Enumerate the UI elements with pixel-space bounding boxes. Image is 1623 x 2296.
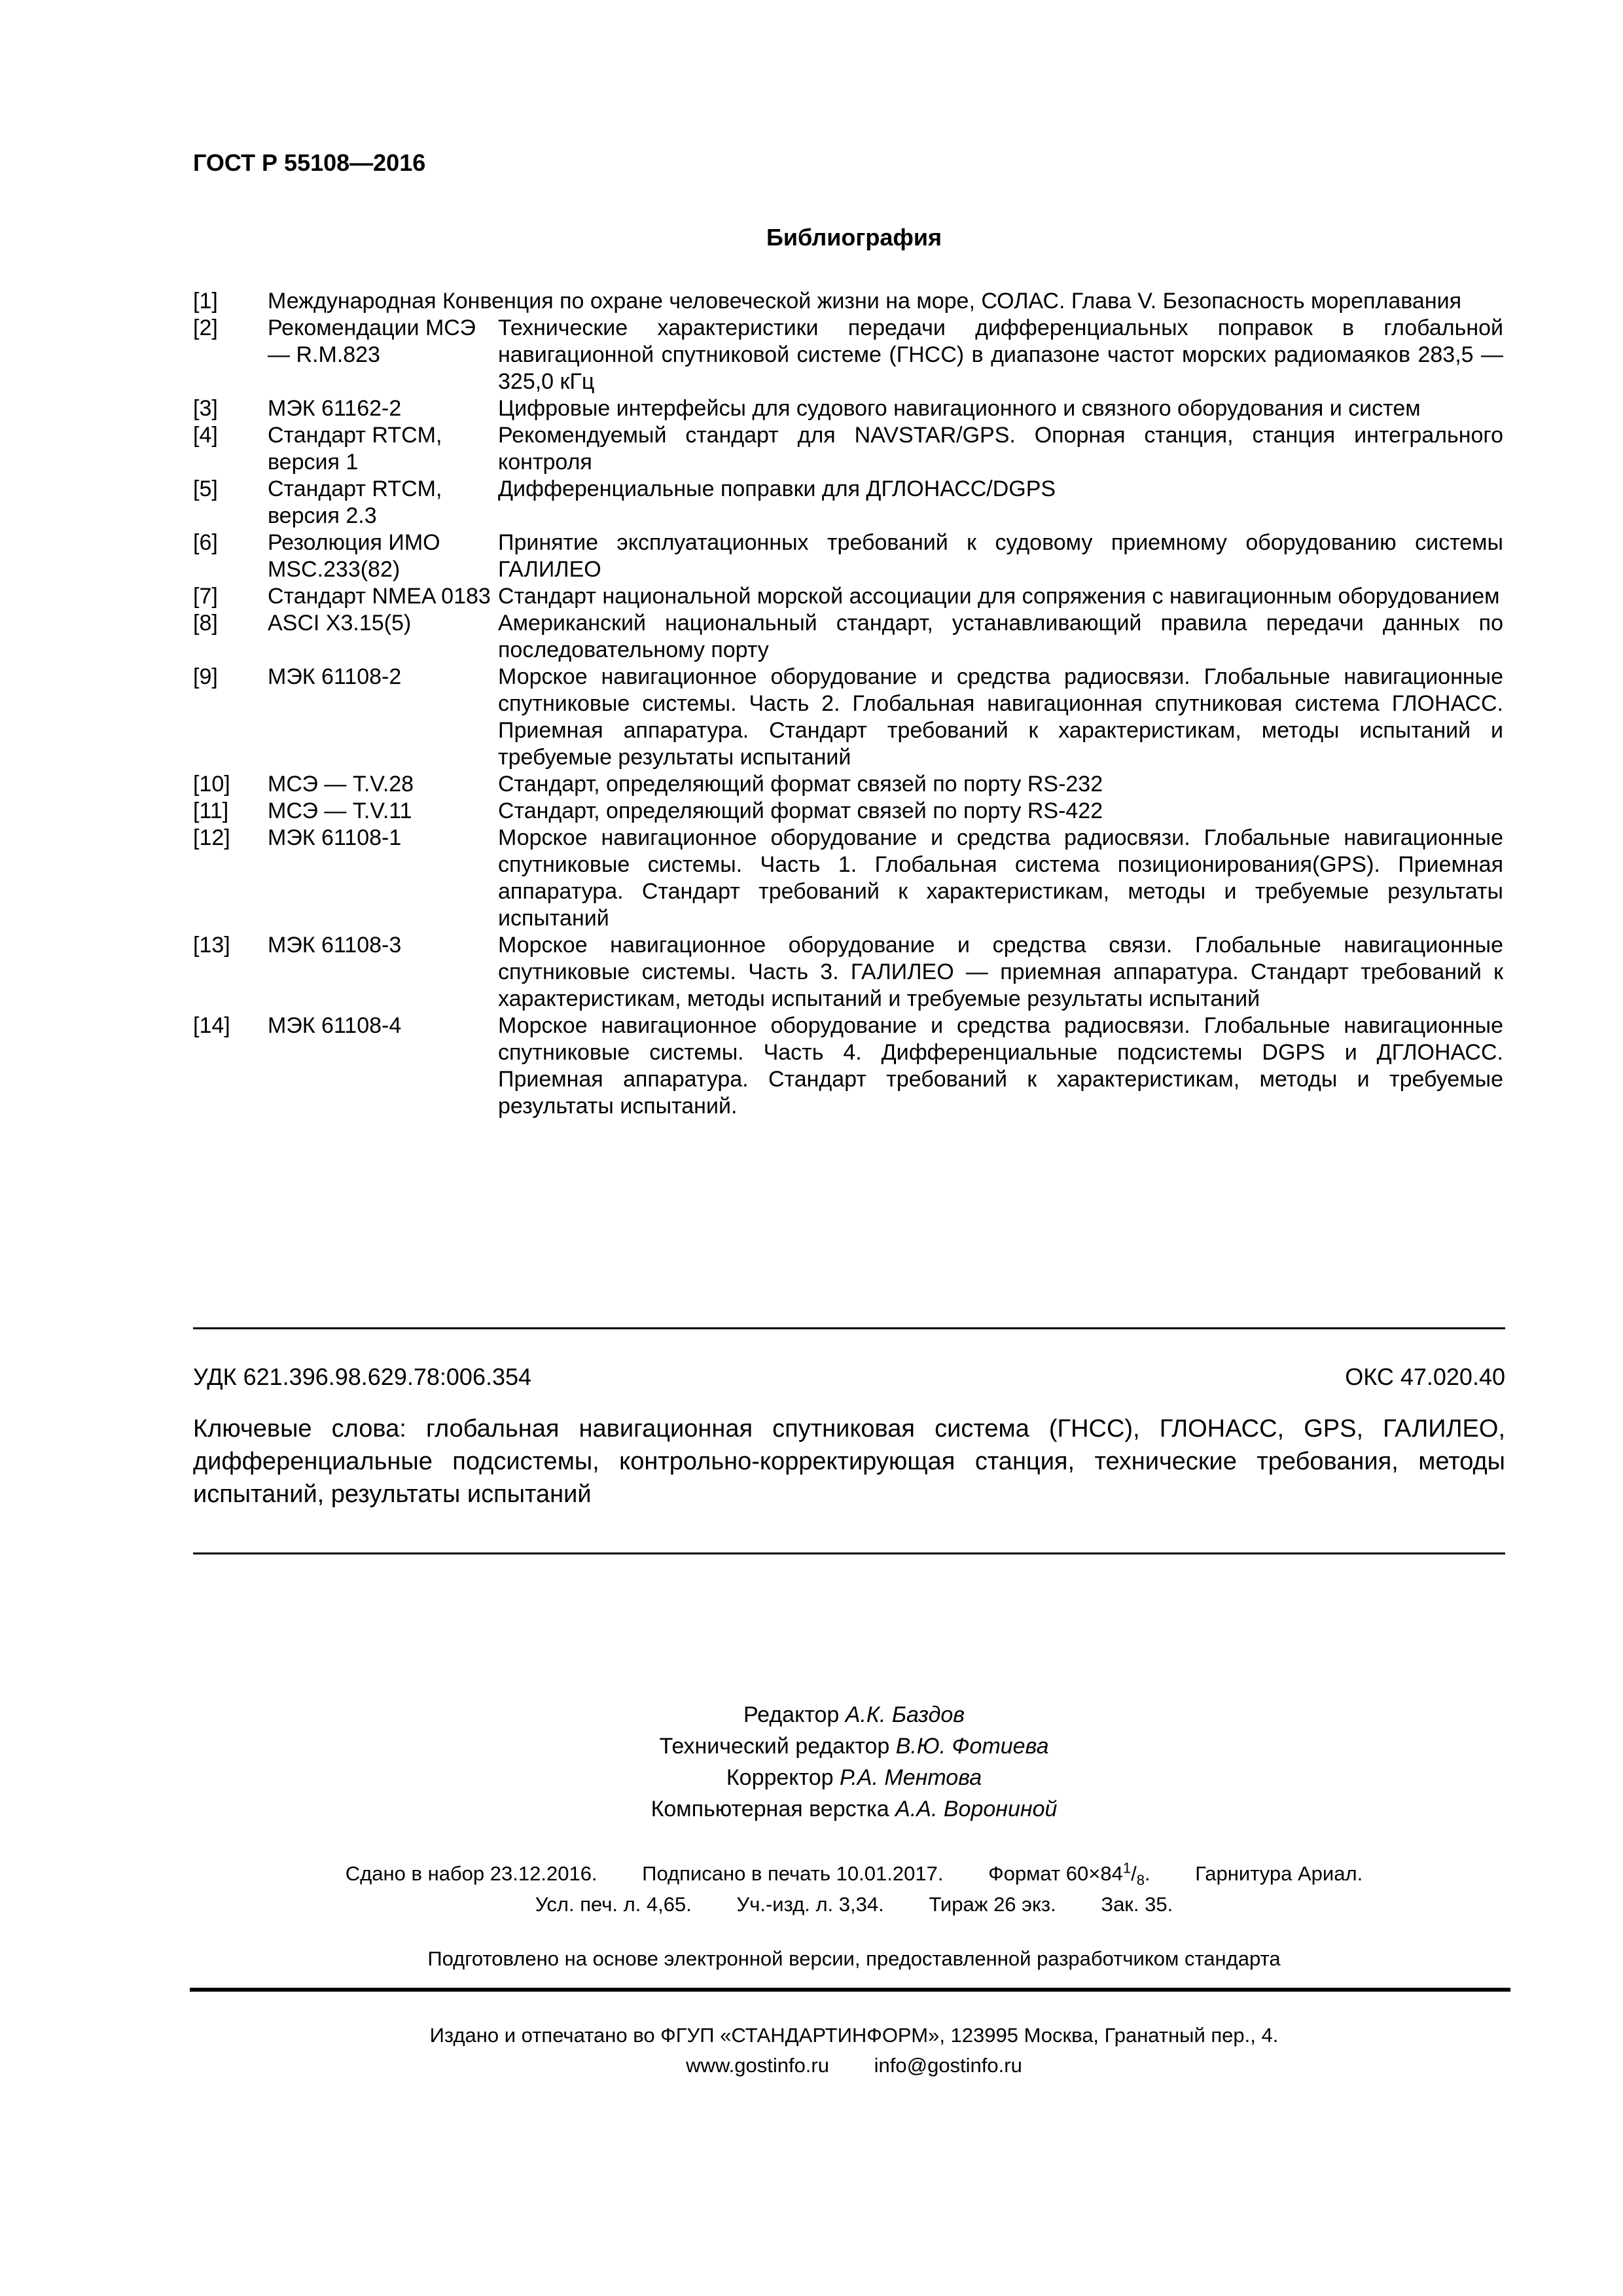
entry-source: Стандарт RTCM, версия 2.3: [268, 476, 442, 528]
entry-number: [6]: [193, 530, 218, 555]
bibliography-title: Библиография: [766, 224, 942, 251]
entry-text: Технические характеристики передачи дифференциальных поправок в глобальной навигационной спутниковой системе (ГНСС) в диапазоне частот морских радиомаяков 283,5 — 325,0 кГц: [498, 315, 1503, 394]
entry-number: [4]: [193, 423, 218, 448]
entry-text: Морское навигационное оборудование и средства радиосвязи. Глобальные навигационные спутниковые системы. Часть 1. Глобальная система позиционирования(GPS). Приемная аппаратура. Стандарт требований к характеристикам, методы и требуемые результаты испытаний: [498, 825, 1503, 931]
entry-number: [1]: [193, 289, 218, 314]
bibliography-entry: [193, 288, 1503, 315]
udk-code: УДК 621.396.98.629.78:006.354: [193, 1363, 532, 1390]
keywords: Ключевые слова: глобальная навигационная спутниковая система (ГНСС), ГЛОНАСС, GPS, ГАЛИЛЕО, дифференциальные подсистемы, контрольно-корректирующая станция, технические требования, методы испытаний, результаты испытаний: [193, 1415, 1505, 1508]
bibliography-entry: [193, 583, 1503, 610]
entry-number: [3]: [193, 396, 218, 421]
entry-text: Принятие эксплуатационных требований к судовому приемному оборудованию системы ГАЛИЛЕО: [498, 530, 1503, 582]
imprint-signed: Подписано в печать 10.01.2017.: [642, 1862, 944, 1886]
imprint-line-2: [0, 1893, 1623, 1916]
entry-text: Стандарт, определяющий формат связей по порту RS-232: [498, 772, 1103, 797]
imprint-prepared: Подготовлено на основе электронной версии, предоставленной разработчиком стандарта: [427, 1947, 1281, 1970]
credit-tech-editor: Технический редактор В.Ю. Фотиева: [659, 1734, 1049, 1759]
entry-number: [9]: [193, 664, 218, 689]
entry-number: [12]: [193, 825, 230, 850]
bibliography-entry: [193, 825, 1503, 932]
email-link[interactable]: info@gostinfo.ru: [874, 2054, 1022, 2077]
entry-text: Стандарт, определяющий формат связей по порту RS-422: [498, 798, 1103, 823]
imprint-order: Зак. 35.: [1101, 1893, 1173, 1916]
entry-text: Морское навигационное оборудование и средства связи. Глобальные навигационные спутниковые системы. Часть 3. ГАЛИЛЕО — приемная аппаратура. Стандарт требований к характеристикам, методы испытаний и требуемые результаты испытаний: [498, 933, 1503, 1011]
bibliography-entry: [193, 932, 1503, 1013]
credit-proofreader: Корректор Р.А. Ментова: [726, 1765, 982, 1790]
entry-number: [2]: [193, 315, 218, 340]
entry-number: [13]: [193, 933, 230, 958]
entry-number: [8]: [193, 611, 218, 636]
imprint-line-1: [0, 1860, 1623, 1890]
imprint-publisher: Издано и отпечатано во ФГУП «СТАНДАРТИНФОРМ», 123995 Москва, Гранатный пер., 4.: [429, 2024, 1279, 2047]
entry-source: МЭК 61108-4: [268, 1013, 402, 1038]
bibliography-list: [193, 288, 1503, 1120]
bibliography-entry: [193, 798, 1503, 825]
entry-text: Цифровые интерфейсы для судового навигационного и связного оборудования и систем: [498, 396, 1421, 421]
entry-text: Международная Конвенция по охране человеческой жизни на море, СОЛАС. Глава V. Безопасность мореплавания: [268, 289, 1462, 314]
credit-editor: Редактор А.К. Баздов: [743, 1702, 965, 1727]
entry-text: Рекомендуемый стандарт для NAVSTAR/GPS. Опорная станция, станция интегрального контроля: [498, 423, 1503, 475]
imprint-run: Тираж 26 экз.: [929, 1893, 1056, 1916]
imprint-format: Формат $60\times 84^1/_8$.: [988, 1860, 1150, 1889]
entry-text: Американский национальный стандарт, устанавливающий правила передачи данных по последовательному порту: [498, 611, 1503, 662]
entry-source: МСЭ — T.V.28: [268, 772, 414, 797]
bibliography-entry: [193, 610, 1503, 664]
entry-source: Стандарт NMEA 0183: [268, 584, 491, 609]
entry-source: ASCI X3.15(5): [268, 611, 412, 636]
entry-text: Морское навигационное оборудование и средства радиосвязи. Глобальные навигационные спутниковые системы. Часть 2. Глобальная навигационная спутниковая система ГЛОНАСС. Приемная аппаратура. Стандарт требований к характеристикам, методы испытаний и требуемые результаты испытаний: [498, 664, 1503, 770]
entry-number: [11]: [193, 798, 229, 823]
entry-source: МЭК 61108-1: [268, 825, 402, 850]
divider-top: [193, 1327, 1505, 1329]
credits: [0, 1699, 1623, 1825]
bibliography-entry: [193, 476, 1503, 529]
entry-source: МЭК 61108-2: [268, 664, 402, 689]
bibliography-entry: [193, 664, 1503, 771]
entry-number: [10]: [193, 772, 230, 797]
entry-source: Стандарт RTCM, версия 1: [268, 423, 442, 475]
entry-number: [5]: [193, 476, 218, 501]
imprint-font: Гарнитура Ариал.: [1195, 1862, 1363, 1886]
bibliography-entry: [193, 1013, 1503, 1120]
oks-code: ОКС 47.020.40: [1345, 1363, 1505, 1390]
bibliography-entry: [193, 422, 1503, 476]
entry-text: Морское навигационное оборудование и средства радиосвязи. Глобальные навигационные спутниковые системы. Часть 4. Дифференциальные подсистемы DGPS и ДГЛОНАСС. Приемная аппаратура. Стандарт требований к характеристикам, методы и требуемые результаты испытаний.: [498, 1013, 1503, 1119]
bibliography-entry: [193, 771, 1503, 798]
imprint-submitted: Сдано в набор 23.12.2016.: [345, 1862, 597, 1886]
entry-source: МЭК 61108-3: [268, 933, 402, 958]
bibliography-entry: [193, 315, 1503, 395]
document-header: ГОСТ Р 55108—2016: [193, 149, 426, 176]
entry-source: Резолюция ИМО MSC.233(82): [268, 530, 440, 582]
entry-number: [7]: [193, 584, 218, 609]
entry-source: Рекомендации МСЭ — R.M.823: [268, 315, 476, 367]
divider-bottom: [193, 1552, 1505, 1554]
imprint-print-sheets: Усл. печ. л. 4,65.: [535, 1893, 692, 1916]
divider-thick: [190, 1988, 1510, 1992]
entry-source: МЭК 61162-2: [268, 396, 402, 421]
entry-text: Дифференциальные поправки для ДГЛОНАСС/DGPS: [498, 476, 1056, 501]
credit-layout: Компьютерная верстка А.А. Ворониной: [651, 1797, 1058, 1821]
bibliography-entry: [193, 395, 1503, 422]
imprint-contacts: [0, 2054, 1623, 2077]
imprint-publ-sheets: Уч.-изд. л. 3,34.: [736, 1893, 884, 1916]
bibliography-entry: [193, 529, 1503, 583]
entry-text: Стандарт национальной морской ассоциации для сопряжения с навигационным оборудованием: [498, 584, 1500, 609]
entry-number: [14]: [193, 1013, 230, 1038]
entry-source: МСЭ — T.V.11: [268, 798, 412, 823]
website-link[interactable]: www.gostinfo.ru: [686, 2054, 829, 2077]
